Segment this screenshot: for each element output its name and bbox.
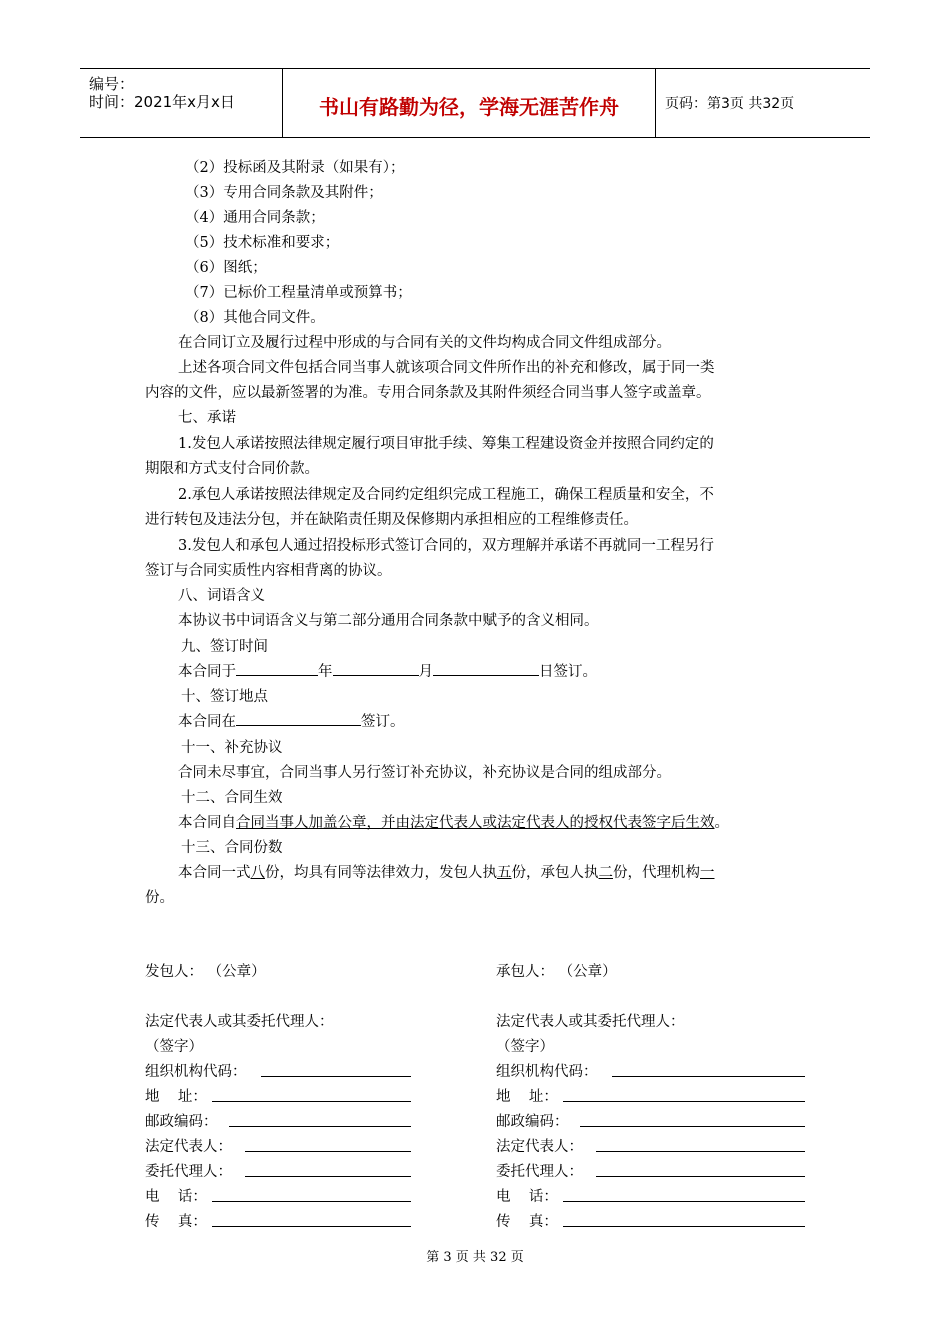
section-heading: 十一、补充协议 [181, 740, 283, 756]
employer-copies: 五 [497, 865, 512, 881]
section-heading: 十二、合同生效 [181, 790, 283, 806]
sign-time-prefix: 本合同于 [178, 664, 236, 680]
org-code-field[interactable] [612, 1076, 805, 1077]
place-blank[interactable] [236, 711, 361, 726]
phone-field[interactable] [563, 1201, 805, 1202]
employer-rep: 法定代表人或其委托代理人： [145, 1014, 334, 1030]
fax-field[interactable] [563, 1226, 805, 1227]
copies-line [178, 861, 715, 882]
paragraph: 在合同订立及履行过程中形成的与合同有关的文件均构成合同文件组成部分。 [178, 335, 671, 351]
copies-tail: 份。 [145, 890, 174, 906]
page-footer: 第 3 页 共 32 页 [426, 1250, 524, 1265]
fax-label: 传 真： [145, 1214, 207, 1230]
serial-label: 编号： [89, 75, 135, 93]
paragraph: 1.发包人承诺按照法律规定履行项目审批手续、筹集工程建设资金并按照合同约定的 [178, 436, 714, 452]
header-motto-cell [283, 69, 656, 137]
copies-text: 份，代理机构 [613, 865, 700, 881]
section-heading: 十三、合同份数 [181, 840, 283, 856]
month-label: 月 [418, 664, 433, 680]
list-item: （6）图纸； [185, 260, 267, 276]
fax-field[interactable] [212, 1226, 411, 1227]
agency-copies: 一 [700, 865, 715, 881]
sign-time-line [178, 660, 597, 681]
list-item: （2）投标函及其附录（如果有）； [185, 160, 405, 176]
motto: 书山有路勤为径，学海无涯苦作舟 [319, 95, 619, 119]
paragraph: 合同未尽事宜，合同当事人另行签订补充协议，补充协议是合同的组成部分。 [178, 765, 671, 781]
paragraph: 上述各项合同文件包括合同当事人就该项合同文件所作出的补充和修改，属于同一类 [178, 360, 715, 376]
postcode-field[interactable] [229, 1126, 411, 1127]
employer-sign: （签字） [145, 1039, 203, 1055]
paragraph: 3.发包人和承包人通过招投标形式签订合同的，双方理解并承诺不再就同一工程另行 [178, 538, 714, 554]
agent-label: 委托代理人： [496, 1164, 583, 1180]
contractor-rep: 法定代表人或其委托代理人： [496, 1014, 685, 1030]
org-code-label: 组织机构代码： [496, 1064, 598, 1080]
total-copies: 八 [250, 865, 265, 881]
fax-label: 传 真： [496, 1214, 558, 1230]
list-item: （7）已标价工程量清单或预算书； [185, 285, 412, 301]
postcode-label: 邮政编码： [145, 1114, 218, 1130]
address-label: 地 址： [496, 1089, 558, 1105]
page-header [80, 68, 870, 138]
copies-text: 本合同一式 [178, 865, 251, 881]
employer-title: 发包人： （公章） [145, 964, 266, 980]
legal-rep-field[interactable] [596, 1151, 805, 1152]
legal-rep-field[interactable] [245, 1151, 411, 1152]
list-item: （3）专用合同条款及其附件； [185, 185, 383, 201]
legal-rep-label: 法定代表人： [145, 1139, 232, 1155]
header-page-cell [656, 69, 870, 137]
section-heading: 七、承诺 [178, 410, 236, 426]
list-item: （4）通用合同条款； [185, 210, 325, 226]
effect-prefix: 本合同自 [178, 815, 236, 831]
page-indicator: 页码：第3页 共32页 [665, 96, 795, 112]
org-code-label: 组织机构代码： [145, 1064, 247, 1080]
org-code-field[interactable] [261, 1076, 411, 1077]
address-label: 地 址： [145, 1089, 207, 1105]
copies-text: 份，均具有同等法律效力，发包人执 [265, 865, 497, 881]
date-label: 时间：2021年x月x日 [89, 93, 235, 111]
postcode-label: 邮政编码： [496, 1114, 569, 1130]
address-field[interactable] [563, 1101, 805, 1102]
section-heading: 十、签订地点 [181, 689, 268, 705]
year-label: 年 [318, 664, 333, 680]
paragraph: 签订与合同实质性内容相背离的协议。 [145, 563, 392, 579]
copies-text: 份，承包人执 [511, 865, 599, 881]
postcode-field[interactable] [580, 1126, 805, 1127]
contractor-copies: 二 [598, 865, 613, 881]
paragraph: 期限和方式支付合同价款。 [145, 461, 319, 477]
phone-field[interactable] [212, 1201, 411, 1202]
header-meta-cell [80, 69, 283, 137]
month-blank[interactable] [333, 661, 419, 676]
agent-label: 委托代理人： [145, 1164, 232, 1180]
sign-place-prefix: 本合同在 [178, 714, 236, 730]
sign-place-suffix: 签订。 [361, 714, 405, 730]
effect-line [178, 811, 729, 832]
paragraph: 内容的文件，应以最新签署的为准。专用合同条款及其附件须经合同当事人签字或盖章。 [145, 385, 711, 401]
contractor-title: 承包人： （公章） [496, 964, 617, 980]
agent-field[interactable] [245, 1176, 411, 1177]
paragraph: 本协议书中词语含义与第二部分通用合同条款中赋予的含义相同。 [178, 613, 599, 629]
paragraph: 2.承包人承诺按照法律规定及合同约定组织完成工程施工，确保工程质量和安全，不 [178, 487, 714, 503]
effect-condition: 合同当事人加盖公章，并由法定代表人或法定代表人的授权代表签字后生效 [236, 815, 715, 831]
legal-rep-label: 法定代表人： [496, 1139, 583, 1155]
agent-field[interactable] [596, 1176, 805, 1177]
phone-label: 电 话： [145, 1189, 207, 1205]
sign-place-line [178, 710, 405, 731]
contractor-sign: （签字） [496, 1039, 554, 1055]
day-blank[interactable] [433, 661, 539, 676]
list-item: （8）其他合同文件。 [185, 310, 325, 326]
phone-label: 电 话： [496, 1189, 558, 1205]
effect-suffix: 。 [714, 815, 729, 831]
section-heading: 九、签订时间 [181, 639, 268, 655]
year-blank[interactable] [236, 661, 318, 676]
list-item: （5）技术标准和要求； [185, 235, 340, 251]
day-label: 日签订。 [539, 664, 597, 680]
section-heading: 八、词语含义 [178, 588, 265, 604]
address-field[interactable] [212, 1101, 411, 1102]
paragraph: 进行转包及违法分包，并在缺陷责任期及保修期内承担相应的工程维修责任。 [145, 512, 638, 528]
